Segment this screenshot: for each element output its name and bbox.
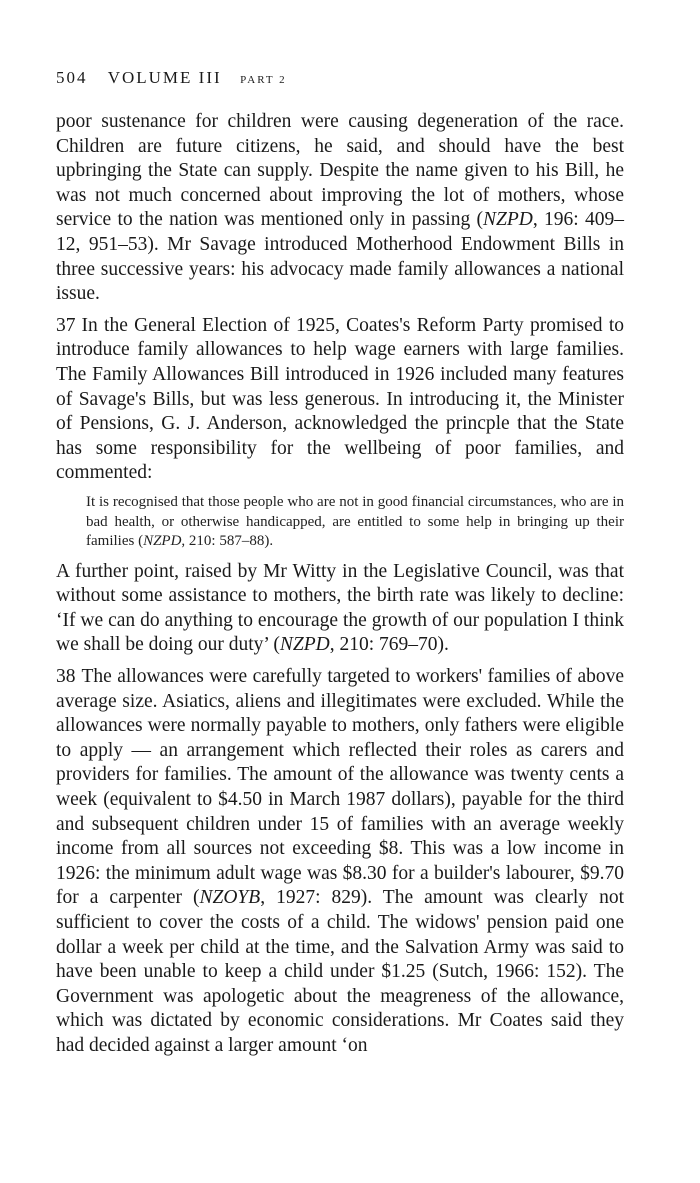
quote-text: It is recognised that those people who are not in good financial circumstances, who are in bad health, or otherwise handicapped, are entitled to some help in bringing up their families ( <box>86 493 624 550</box>
paragraph-text: poor sustenance for children were causing degeneration of the race. Children are future citizens, he said, and should have the best upbringing the State can supply. Despite the name given to his Bill, he was not much concerned about improving the lot of mothers, whose service to the nation was mentioned only in passing ( <box>56 111 624 231</box>
part-label: PART 2 <box>240 74 287 86</box>
volume-label: VOLUME III <box>107 68 222 87</box>
quote-text: , 210: 587–88). <box>181 533 274 550</box>
paragraph-continued <box>56 110 624 307</box>
paragraph-text: In the General Election of 1925, Coates's Reform Party promised to introduce family allowances to help wage earners with large families. The Family Allowances Bill introduced in 1926 included many features of Savage's Bills, but was less generous. In introducing it, the Minister of Pensions, G. J. Anderson, acknowledged the princple that the State has some responsibility for the wellbeing of poor families, and commented: <box>56 314 624 484</box>
document-page <box>56 66 624 1066</box>
paragraph-text: A further point, raised by Mr Witty in the Legislative Council, was that without some assistance to mothers, the birth rate was likely to decline: ‘If we can do anything to encourage the growth of our population I think we shall be doing our duty’ ( <box>56 560 624 656</box>
paragraph-further-point <box>56 560 624 658</box>
citation-source: NZPD <box>483 209 533 231</box>
paragraph-text: , 210: 769–70). <box>329 634 449 656</box>
citation-source: NZPD <box>143 533 182 550</box>
block-quote <box>86 493 624 552</box>
running-head <box>56 66 624 92</box>
paragraph-number: 37 <box>56 314 76 336</box>
citation-source: NZOYB <box>199 887 261 909</box>
paragraph-37 <box>56 314 624 486</box>
paragraph-text: , 1927: 829). The amount was clearly not sufficient to cover the costs of a child. The widows' pension paid one dollar a week per child at the time, and the Salvation Army was said to have been unable to keep a child under $1.25 (Sutch, 1966: 152). The Government was apologetic about the meagreness of the allowance, which was dictated by economic considerations. Mr Coates said they had decided against a larger amount ‘on <box>56 887 624 1056</box>
page-number: 504 <box>56 68 88 87</box>
paragraph-38 <box>56 665 624 1059</box>
paragraph-text: The allowances were carefully targeted to workers' families of above average size. Asiatics, aliens and illegitimates were excluded. While the allowances were normally payable to mothers, only fathers were eligible to apply — an arrangement which reflected their roles as carers and providers for families. The amount of the allowance was twenty cents a week (equivalent to $4.50 in March 1987 dollars), payable for the third and subsequent children under 15 of families with an average weekly income from all sources not exceeding $8. This was a low income in 1926: the minimum adult wage was $8.30 for a builder's labourer, $9.70 for a carpenter ( <box>56 666 624 909</box>
citation-source: NZPD <box>279 634 330 656</box>
paragraph-number: 38 <box>56 666 76 688</box>
paragraph-text: , 196: 409–12, 951–53). Mr Savage introduced Motherhood Endowment Bills in three successive years: his advocacy made family allowances a national issue. <box>56 209 624 305</box>
